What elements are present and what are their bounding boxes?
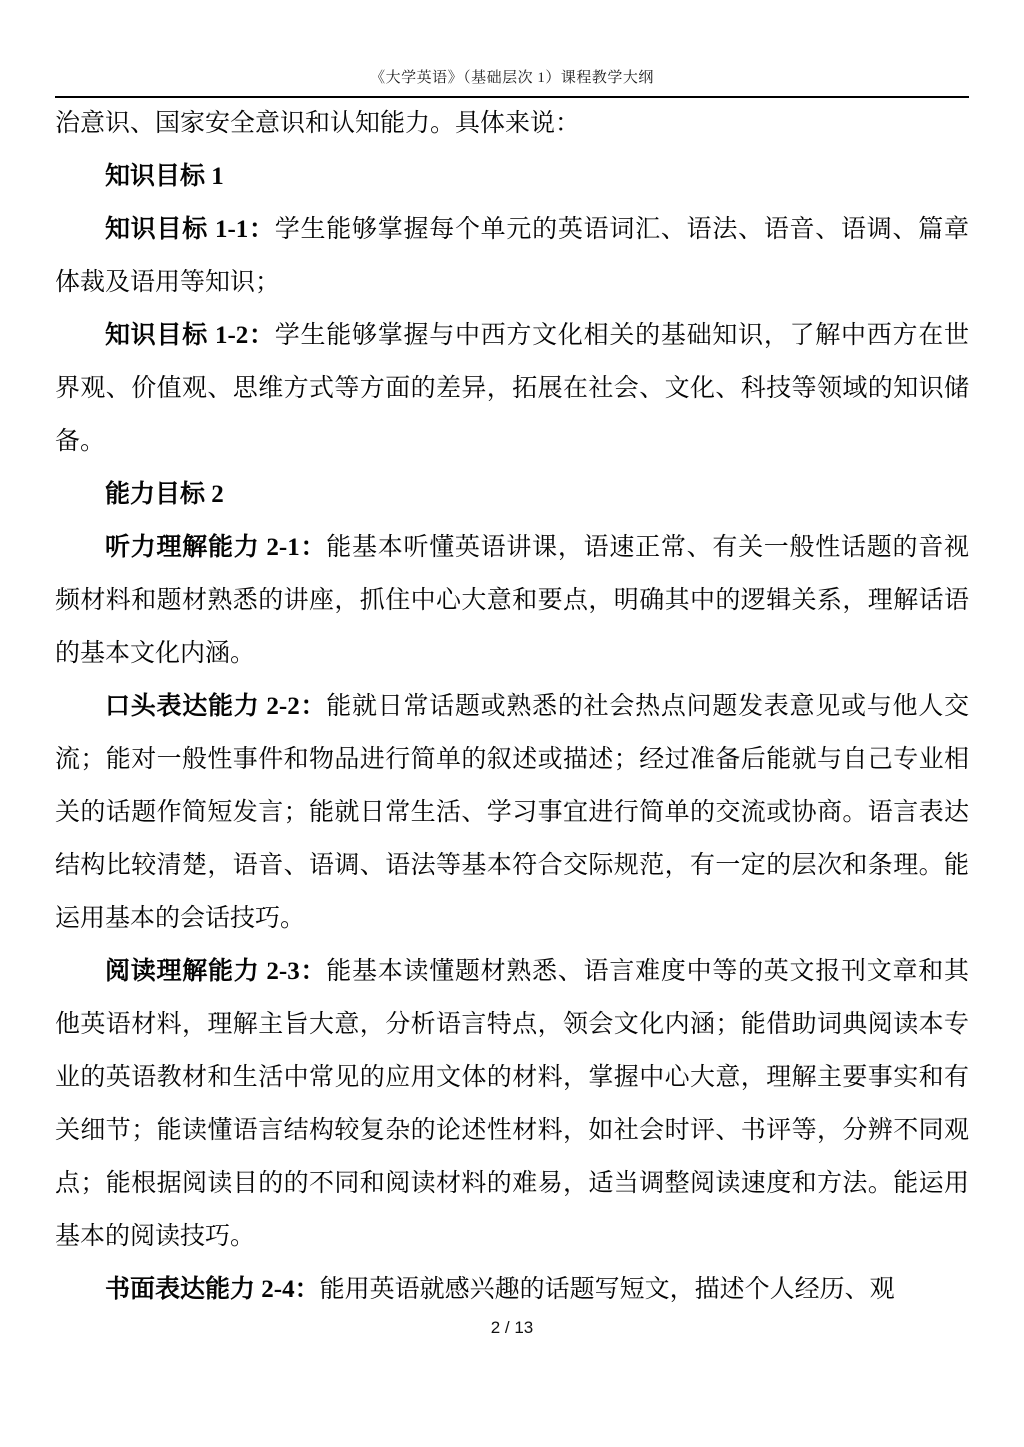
page-header-title: 《大学英语》（基础层次 1）课程教学大纲 xyxy=(55,66,969,98)
paragraph-text: 能就日常话题或熟悉的社会热点问题发表意见或与他人交流；能对一般性事件和物品进行简单的叙述或描述；经过准备后能就与自己专业相关的话题作简短发言；能就日常生活、学习事宜进行简单的交流或协商。语言表达结构比较清楚，语音、语调、语法等基本符合交际规范，有一定的层次和条理。能运用基本的会话技巧。 xyxy=(55,693,969,932)
document-body xyxy=(55,97,969,1316)
paragraph-text: 能用英语就感兴趣的话题写短文，描述个人经历、观 xyxy=(319,1276,895,1303)
paragraph-lead: 书面表达能力 2-4： xyxy=(105,1276,320,1303)
paragraph-text: 学生能够掌握每个单元的英语词汇、语法、语音、语调、篇章体裁及语用等知识； xyxy=(55,216,969,296)
paragraph-lead: 听力理解能力 2-1： xyxy=(105,534,327,561)
paragraph-lead: 知识目标 1-1： xyxy=(105,216,275,243)
paragraph-text: 学生能够掌握与中西方文化相关的基础知识，了解中西方在世界观、价值观、思维方式等方面的差异，拓展在社会、文化、科技等领域的知识储备。 xyxy=(55,322,969,455)
paragraph-lead: 阅读理解能力 2-3： xyxy=(105,958,327,985)
paragraph-text: 能基本听懂英语讲课，语速正常、有关一般性话题的音视频材料和题材熟悉的讲座，抓住中心大意和要点，明确其中的逻辑关系，理解话语的基本文化内涵。 xyxy=(55,534,969,667)
paragraph-speaking-2-2 xyxy=(55,680,969,945)
heading-text: 能力目标 2 xyxy=(105,481,224,508)
paragraph-text: 治意识、国家安全意识和认知能力。具体来说： xyxy=(55,110,581,137)
paragraph-writing-2-4 xyxy=(55,1263,969,1316)
section-heading-ability-goal-2 xyxy=(55,468,969,521)
page-number: 2 / 13 xyxy=(490,1318,534,1337)
heading-text: 知识目标 1 xyxy=(105,163,224,190)
paragraph-lead: 口头表达能力 2-2： xyxy=(105,693,327,720)
paragraph-lead: 知识目标 1-2： xyxy=(105,322,275,349)
paragraph-continuation xyxy=(55,97,969,150)
paragraph-knowledge-goal-1-1 xyxy=(55,203,969,309)
paragraph-text: 能基本读懂题材熟悉、语言难度中等的英文报刊文章和其他英语材料，理解主旨大意，分析语言特点，领会文化内涵；能借助词典阅读本专业的英语教材和生活中常见的应用文体的材料，掌握中心大意，理解主要事实和有关细节；能读懂语言结构较复杂的论述性材料，如社会时评、书评等，分辨不同观点；能根据阅读目的的不同和阅读材料的难易，适当调整阅读速度和方法。能运用基本的阅读技巧。 xyxy=(55,958,969,1250)
section-heading-knowledge-goal-1 xyxy=(55,150,969,203)
paragraph-reading-2-3 xyxy=(55,945,969,1263)
paragraph-listening-2-1 xyxy=(55,521,969,680)
paragraph-knowledge-goal-1-2 xyxy=(55,309,969,468)
